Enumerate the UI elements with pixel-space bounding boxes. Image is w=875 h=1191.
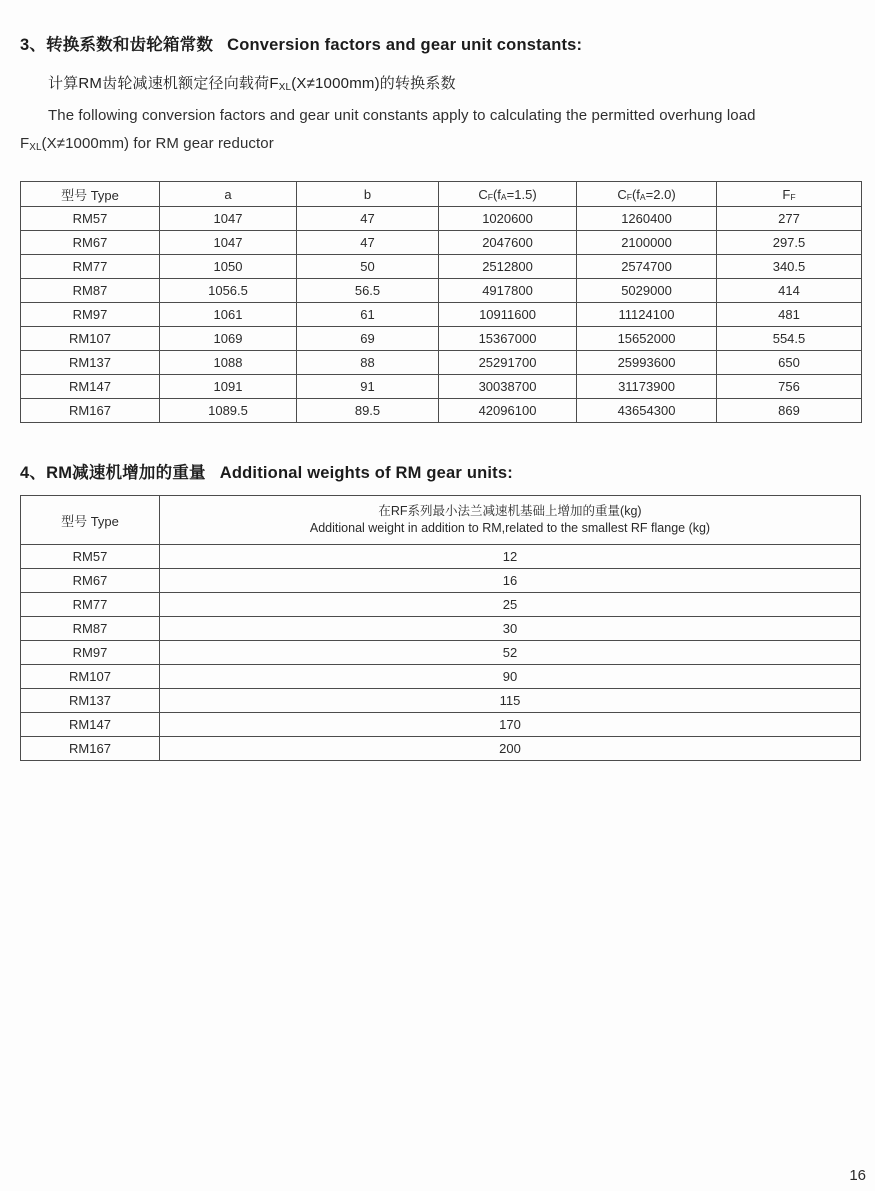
value-cell: 869 <box>717 399 862 423</box>
type-cell: RM97 <box>21 641 160 665</box>
value-cell: 30 <box>160 617 861 641</box>
value-cell: 47 <box>297 207 439 231</box>
value-cell: 756 <box>717 375 862 399</box>
subscript-text: A <box>500 192 507 203</box>
value-cell: 481 <box>717 303 862 327</box>
additional-weights-row <box>21 617 861 641</box>
value-cell: 91 <box>297 375 439 399</box>
value-cell: 2047600 <box>439 231 577 255</box>
type-cell: RM147 <box>21 375 160 399</box>
additional-weights-row <box>21 569 861 593</box>
value-cell: 30038700 <box>439 375 577 399</box>
type-cell: RM87 <box>21 279 160 303</box>
value-cell: 414 <box>717 279 862 303</box>
additional-weights-row <box>21 545 861 569</box>
subscript-text: F <box>487 192 493 203</box>
subscript-text: XL <box>29 141 42 153</box>
column-header <box>21 182 160 207</box>
additional-weights-row <box>21 713 861 737</box>
text-segment: (f <box>492 186 501 202</box>
type-cell: RM167 <box>21 399 160 423</box>
section3-subtitle-zh <box>48 72 861 93</box>
text-segment: (X≠1000mm)的转换系数 <box>291 75 456 92</box>
additional-weights-row <box>21 689 861 713</box>
column-header <box>577 182 717 207</box>
value-cell: 1260400 <box>577 207 717 231</box>
weight-column-header-zh: 在RF系列最小法兰减速机基础上增加的重量(kg) <box>378 504 642 518</box>
value-cell: 340.5 <box>717 255 862 279</box>
conversion-factors-table <box>20 181 862 423</box>
column-header <box>297 182 439 207</box>
type-cell: RM67 <box>21 569 160 593</box>
value-cell: 50 <box>297 255 439 279</box>
value-cell: 297.5 <box>717 231 862 255</box>
value-cell: 1020600 <box>439 207 577 231</box>
conversion-factors-row <box>21 255 862 279</box>
text-segment: F <box>782 186 791 202</box>
value-cell: 4917800 <box>439 279 577 303</box>
section4-heading-zh: 4、RM减速机增加的重量 <box>20 464 206 482</box>
type-cell: RM137 <box>21 351 160 375</box>
type-cell: RM137 <box>21 689 160 713</box>
value-cell: 90 <box>160 665 861 689</box>
section4-heading <box>20 423 861 483</box>
additional-weights-row <box>21 641 861 665</box>
value-cell: 1061 <box>160 303 297 327</box>
value-cell: 170 <box>160 713 861 737</box>
value-cell: 15367000 <box>439 327 577 351</box>
additional-weights-row <box>21 737 861 761</box>
section4-heading-en: Additional weights of RM gear units: <box>219 464 513 482</box>
value-cell: 16 <box>160 569 861 593</box>
column-header <box>439 182 577 207</box>
value-cell: 10911600 <box>439 303 577 327</box>
type-cell: RM67 <box>21 231 160 255</box>
value-cell: 89.5 <box>297 399 439 423</box>
conversion-factors-row <box>21 207 862 231</box>
page-number: 16 <box>849 1167 866 1184</box>
value-cell: 1091 <box>160 375 297 399</box>
subscript-text: XL <box>278 81 292 93</box>
type-cell: RM77 <box>21 255 160 279</box>
type-cell: RM77 <box>21 593 160 617</box>
subscript-text: A <box>639 192 646 203</box>
section3-heading-zh: 3、转换系数和齿轮箱常数 <box>20 36 214 54</box>
type-cell: RM57 <box>21 545 160 569</box>
text-segment: b <box>363 186 372 202</box>
value-cell: 25291700 <box>439 351 577 375</box>
value-cell: 25993600 <box>577 351 717 375</box>
conversion-factors-row <box>21 231 862 255</box>
value-cell: 1050 <box>160 255 297 279</box>
weight-column-header <box>160 496 861 545</box>
value-cell: 2100000 <box>577 231 717 255</box>
additional-weights-row <box>21 593 861 617</box>
value-cell: 1047 <box>160 207 297 231</box>
text-segment: (X≠1000mm) for RM gear reductor <box>41 135 274 152</box>
text-segment: 计算RM齿轮减速机额定径向载荷F <box>48 75 279 92</box>
column-header <box>717 182 862 207</box>
value-cell: 115 <box>160 689 861 713</box>
value-cell: 15652000 <box>577 327 717 351</box>
type-cell: RM57 <box>21 207 160 231</box>
text-segment: a <box>224 186 232 202</box>
section3-paragraph-line2 <box>20 135 861 152</box>
text-segment: =2.0) <box>645 186 676 202</box>
type-column-header: 型号 Type <box>21 496 160 545</box>
text-segment: F <box>20 135 30 152</box>
value-cell: 42096100 <box>439 399 577 423</box>
value-cell: 61 <box>297 303 439 327</box>
section3-heading <box>20 0 861 55</box>
value-cell: 1056.5 <box>160 279 297 303</box>
value-cell: 43654300 <box>577 399 717 423</box>
value-cell: 1089.5 <box>160 399 297 423</box>
additional-weights-row <box>21 665 861 689</box>
value-cell: 5029000 <box>577 279 717 303</box>
conversion-factors-row <box>21 399 862 423</box>
conversion-factors-row <box>21 375 862 399</box>
type-cell: RM97 <box>21 303 160 327</box>
type-cell: RM147 <box>21 713 160 737</box>
value-cell: 88 <box>297 351 439 375</box>
subscript-text: F <box>790 192 796 203</box>
value-cell: 56.5 <box>297 279 439 303</box>
value-cell: 554.5 <box>717 327 862 351</box>
text-segment: 型号 Type <box>61 187 119 203</box>
value-cell: 1047 <box>160 231 297 255</box>
additional-weights-header-row <box>21 496 861 545</box>
value-cell: 2574700 <box>577 255 717 279</box>
section3-heading-en: Conversion factors and gear unit constants: <box>227 36 583 54</box>
text-segment: (f <box>631 186 640 202</box>
text-segment: =1.5) <box>506 186 537 202</box>
value-cell: 12 <box>160 545 861 569</box>
value-cell: 277 <box>717 207 862 231</box>
subscript-text: F <box>626 192 632 203</box>
column-header <box>160 182 297 207</box>
conversion-factors-row <box>21 351 862 375</box>
text-segment: C <box>617 186 627 202</box>
value-cell: 200 <box>160 737 861 761</box>
value-cell: 52 <box>160 641 861 665</box>
value-cell: 1069 <box>160 327 297 351</box>
type-cell: RM167 <box>21 737 160 761</box>
type-cell: RM107 <box>21 327 160 351</box>
value-cell: 25 <box>160 593 861 617</box>
value-cell: 47 <box>297 231 439 255</box>
section3-paragraph-line1: The following conversion factors and gear unit constants apply to calculating the permitted overhung load <box>48 107 756 124</box>
value-cell: 11124100 <box>577 303 717 327</box>
value-cell: 31173900 <box>577 375 717 399</box>
value-cell: 69 <box>297 327 439 351</box>
type-cell: RM87 <box>21 617 160 641</box>
conversion-factors-row <box>21 327 862 351</box>
conversion-factors-row <box>21 303 862 327</box>
additional-weights-table <box>20 495 861 761</box>
conversion-factors-header-row <box>21 182 862 207</box>
value-cell: 650 <box>717 351 862 375</box>
weight-column-header-en: Additional weight in addition to RM,related to the smallest RF flange (kg) <box>309 521 711 535</box>
value-cell: 1088 <box>160 351 297 375</box>
text-segment: C <box>478 186 488 202</box>
conversion-factors-row <box>21 279 862 303</box>
value-cell: 2512800 <box>439 255 577 279</box>
type-cell: RM107 <box>21 665 160 689</box>
